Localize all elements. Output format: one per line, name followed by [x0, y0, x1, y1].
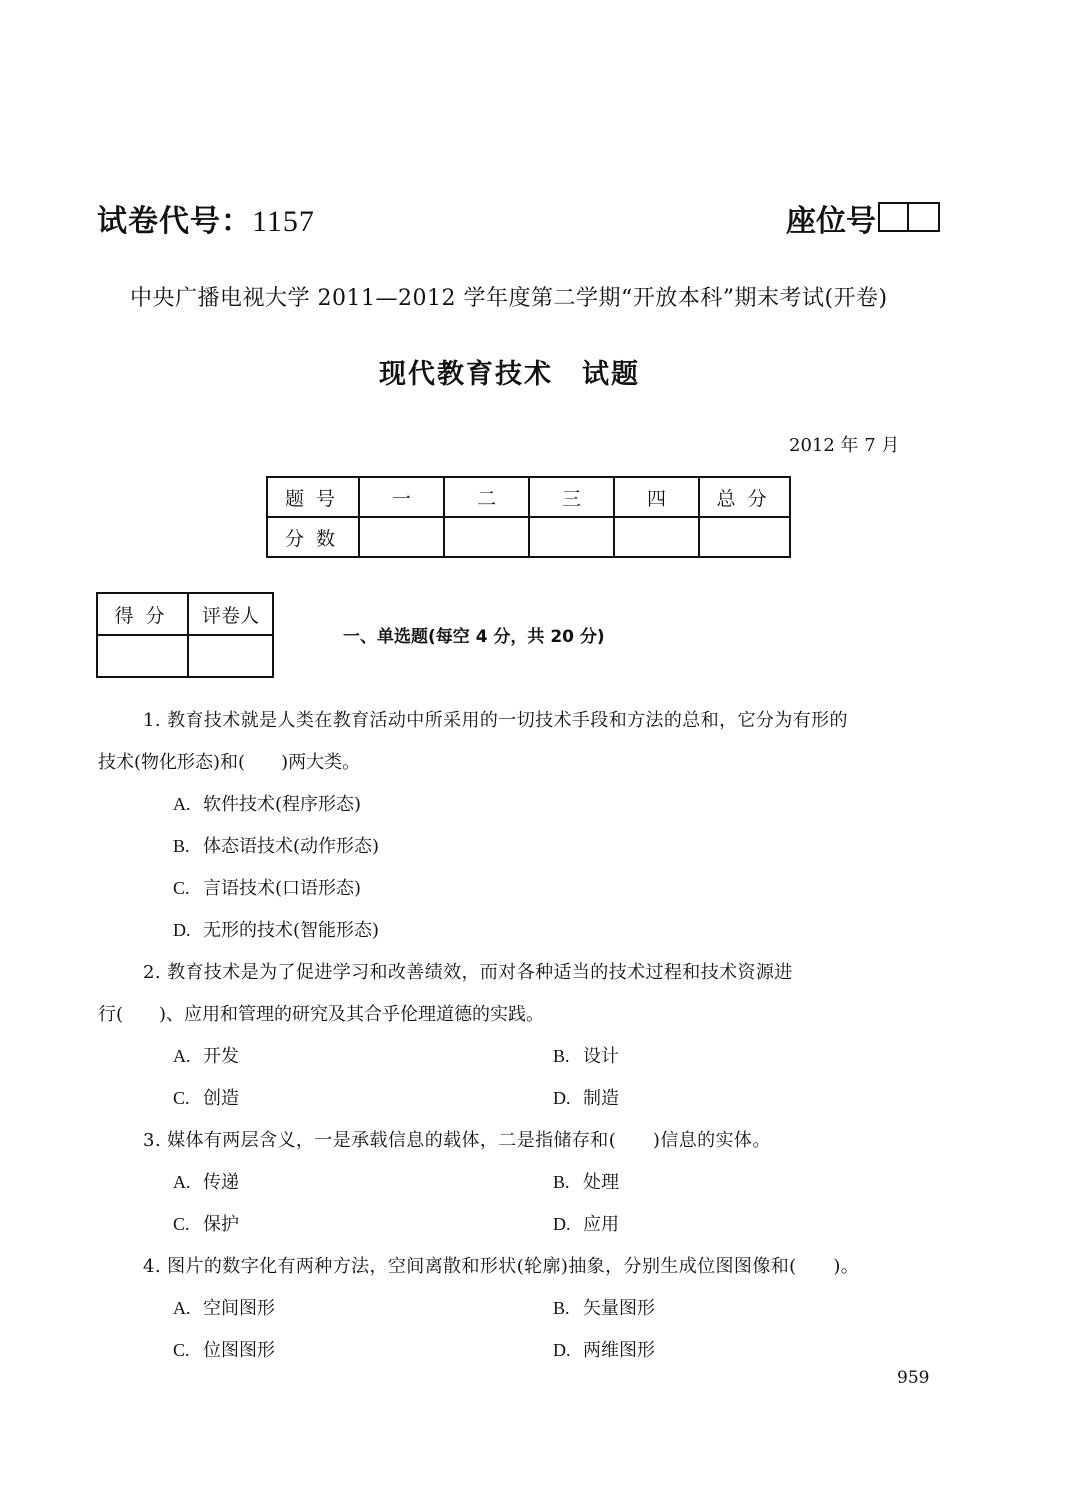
option-letter: A. [173, 1172, 191, 1192]
paper-code [97, 196, 315, 240]
question-1-stem-line1: 1. 教育技术就是人类在教育活动中所采用的一切技术手段和方法的总和，它分为有形的 [143, 710, 848, 731]
question-2-option-d[interactable] [553, 1084, 619, 1110]
question-4-option-d[interactable] [553, 1336, 655, 1362]
seat-number-label: 座位号 [786, 204, 876, 239]
option-text: 空间图形 [203, 1298, 275, 1319]
option-text: 无形的技术(智能形态) [203, 920, 380, 941]
grader-table-entry-row [97, 635, 273, 677]
section-one-heading: 一、单选题(每空 4 分，共 20 分) [343, 627, 605, 647]
question-1-option-d[interactable] [173, 916, 379, 942]
grader-name-cell[interactable] [188, 635, 273, 677]
question-1-option-b[interactable] [173, 832, 379, 858]
grader-score-cell[interactable] [97, 635, 188, 677]
seat-box[interactable] [878, 202, 909, 232]
option-letter: C. [173, 1214, 190, 1234]
option-letter: D. [553, 1088, 571, 1108]
option-letter: C. [173, 1088, 190, 1108]
score-table-header-row [267, 477, 790, 517]
option-text: 处理 [583, 1172, 619, 1193]
question-1-stem-line2: 技术(物化形态)和( )两大类。 [98, 752, 361, 773]
question-4-stem-line1: 4. 图片的数字化有两种方法，空间离散和形状(轮廓)抽象，分别生成位图图像和( )。 [143, 1256, 860, 1277]
option-text: 软件技术(程序形态) [203, 794, 362, 815]
question-3-option-a[interactable] [173, 1168, 239, 1194]
score-table-col-2: 二 [444, 477, 529, 517]
question-4-option-c[interactable] [173, 1336, 275, 1362]
option-text: 保护 [203, 1214, 239, 1235]
question-3-option-c[interactable] [173, 1210, 239, 1236]
grader-table-header-row [97, 593, 273, 635]
question-2-option-b[interactable] [553, 1042, 619, 1068]
question-3-stem-line1: 3. 媒体有两层含义，一是承载信息的载体，二是指储存和( )信息的实体。 [143, 1130, 771, 1151]
option-letter: A. [173, 1298, 191, 1318]
score-cell[interactable] [444, 517, 529, 557]
option-letter: C. [173, 1340, 190, 1360]
seat-box[interactable] [909, 202, 940, 232]
question-1-option-a[interactable] [173, 790, 361, 816]
option-text: 传递 [203, 1172, 239, 1193]
option-text: 言语技术(口语形态) [203, 878, 362, 899]
question-2-option-a[interactable] [173, 1042, 239, 1068]
option-text: 创造 [203, 1088, 239, 1109]
score-table-col-4: 四 [614, 477, 699, 517]
question-1-option-c[interactable] [173, 874, 361, 900]
question-4-option-a[interactable] [173, 1294, 275, 1320]
option-text: 开发 [203, 1046, 239, 1067]
option-letter: B. [553, 1046, 570, 1066]
page-number: 959 [897, 1368, 930, 1388]
option-text: 位图图形 [203, 1340, 275, 1361]
question-2-stem-line2: 行( )、应用和管理的研究及其合乎伦理道德的实践。 [98, 1004, 545, 1025]
question-3-option-d[interactable] [553, 1210, 619, 1236]
question-4-option-b[interactable] [553, 1294, 655, 1320]
option-letter: A. [173, 1046, 191, 1066]
seat-number-boxes [878, 202, 940, 232]
question-2-option-c[interactable] [173, 1084, 239, 1110]
paper-code-number: 1157 [252, 205, 315, 238]
score-cell[interactable] [614, 517, 699, 557]
option-text: 应用 [583, 1214, 619, 1235]
option-letter: D. [553, 1340, 571, 1360]
option-text: 制造 [583, 1088, 619, 1109]
exam-title: 中央广播电视大学 2011—2012 学年度第二学期“开放本科”期末考试(开卷) [130, 286, 888, 311]
option-letter: D. [553, 1214, 571, 1234]
score-cell-total[interactable] [699, 517, 790, 557]
subject-title: 现代教育技术 试题 [379, 359, 640, 390]
score-cell[interactable] [359, 517, 444, 557]
score-table-score-row [267, 517, 790, 557]
paper-code-label: 试卷代号： [97, 204, 252, 239]
seat-number [786, 196, 940, 240]
exam-date: 2012 年 7 月 [789, 435, 900, 456]
score-table-col-3: 三 [529, 477, 614, 517]
score-table-col-1: 一 [359, 477, 444, 517]
option-letter: C. [173, 878, 190, 898]
option-letter: A. [173, 794, 191, 814]
question-3-option-b[interactable] [553, 1168, 619, 1194]
question-2-stem-line1: 2. 教育技术是为了促进学习和改善绩效，而对各种适当的技术过程和技术资源进 [143, 962, 793, 983]
option-text: 体态语技术(动作形态) [203, 836, 380, 857]
score-cell[interactable] [529, 517, 614, 557]
option-text: 矢量图形 [583, 1298, 655, 1319]
grader-table [96, 592, 274, 678]
score-table-row1-head: 题号 [267, 477, 359, 517]
score-table-row2-head: 分数 [267, 517, 359, 557]
option-letter: B. [553, 1172, 570, 1192]
option-letter: B. [173, 836, 190, 856]
option-letter: B. [553, 1298, 570, 1318]
grader-score-label: 得分 [97, 593, 188, 635]
score-table [266, 476, 791, 558]
grader-name-label: 评卷人 [188, 593, 273, 635]
option-text: 两维图形 [583, 1340, 655, 1361]
option-letter: D. [173, 920, 191, 940]
option-text: 设计 [583, 1046, 619, 1067]
score-table-col-total: 总分 [699, 477, 790, 517]
